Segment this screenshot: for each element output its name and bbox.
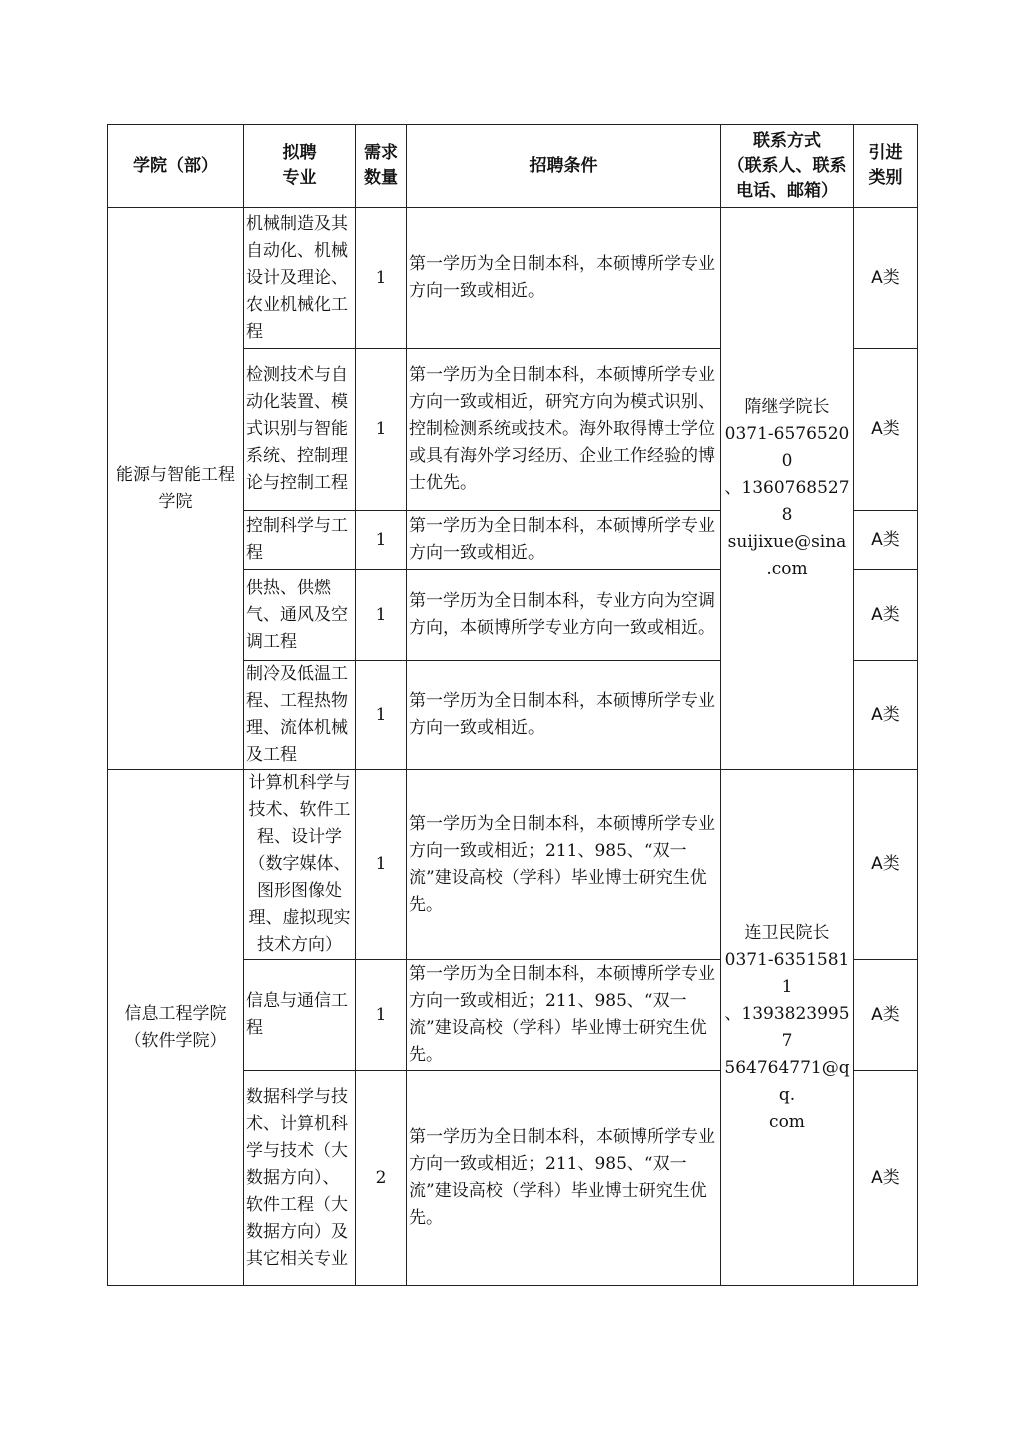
type-cell: A类 <box>854 770 918 960</box>
contact-phone: 、13607685278 <box>724 478 850 525</box>
count-cell: 1 <box>356 208 407 349</box>
type-cell: A类 <box>854 208 918 349</box>
count-cell: 1 <box>356 349 407 511</box>
contact-name: 连卫民院长 <box>744 922 830 943</box>
header-major: 拟聘 专业 <box>244 125 356 208</box>
college-cell: 能源与智能工程学院 <box>108 208 244 770</box>
major-cell: 信息与通信工程 <box>244 960 356 1071</box>
conditions-cell: 第一学历为全日制本科，本硕博所学专业方向一致或相近。 <box>407 511 721 570</box>
count-cell: 1 <box>356 661 407 770</box>
type-cell: A类 <box>854 511 918 570</box>
contact-cell <box>721 770 854 1286</box>
header-count: 需求 数量 <box>356 125 407 208</box>
recruitment-table <box>107 124 918 1286</box>
contact-phone: 、13938239957 <box>724 1003 850 1051</box>
major-cell: 计算机科学与技术、软件工程、设计学（数字媒体、图形图像处理、虚拟现实技术方向） <box>244 770 356 960</box>
conditions-cell: 第一学历为全日制本科，本硕博所学专业方向一致或相近；211、985、“双一流”建设高校（学科）毕业博士研究生优先。 <box>407 960 721 1071</box>
major-cell: 机械制造及其自动化、机械设计及理论、农业机械化工程 <box>244 208 356 349</box>
contact-email: com <box>769 1111 805 1132</box>
major-cell: 数据科学与技术、计算机科学与技术（大数据方向）、软件工程（大数据方向）及其它相关专业 <box>244 1071 356 1286</box>
conditions-cell: 第一学历为全日制本科，本硕博所学专业方向一致或相近，研究方向为模式识别、控制检测系统或技术。海外取得博士学位或具有海外学习经历、企业工作经验的博士优先。 <box>407 349 721 511</box>
type-cell: A类 <box>854 960 918 1071</box>
contact-email: suijixue@sina <box>727 532 847 552</box>
table-row <box>108 208 918 349</box>
table-row <box>108 770 918 960</box>
contact-phone: 0371-63515811 <box>724 949 850 997</box>
college-cell: 信息工程学院（软件学院） <box>108 770 244 1286</box>
major-cell: 控制科学与工程 <box>244 511 356 570</box>
count-cell: 2 <box>356 1071 407 1286</box>
type-cell: A类 <box>854 1071 918 1286</box>
type-cell: A类 <box>854 349 918 511</box>
major-cell: 供热、供燃气、通风及空调工程 <box>244 570 356 661</box>
conditions-cell: 第一学历为全日制本科，专业方向为空调方向，本硕博所学专业方向一致或相近。 <box>407 570 721 661</box>
header-conditions: 招聘条件 <box>407 125 721 208</box>
contact-email: 564764771@qq. <box>724 1057 850 1105</box>
count-cell: 1 <box>356 770 407 960</box>
header-contact: 联系方式 （联系人、联系 电话、邮箱） <box>721 125 854 208</box>
header-row <box>108 125 918 208</box>
contact-name: 隋继学院长 <box>744 397 830 417</box>
contact-phone: 0371-65765200 <box>724 424 850 471</box>
conditions-cell: 第一学历为全日制本科，本硕博所学专业方向一致或相近。 <box>407 661 721 770</box>
type-cell: A类 <box>854 661 918 770</box>
type-cell: A类 <box>854 570 918 661</box>
contact-cell <box>721 208 854 770</box>
conditions-cell: 第一学历为全日制本科，本硕博所学专业方向一致或相近；211、985、“双一流”建设高校（学科）毕业博士研究生优先。 <box>407 1071 721 1286</box>
major-cell: 制冷及低温工程、工程热物理、流体机械及工程 <box>244 661 356 770</box>
contact-email: .com <box>766 559 808 579</box>
count-cell: 1 <box>356 511 407 570</box>
conditions-cell: 第一学历为全日制本科，本硕博所学专业方向一致或相近。 <box>407 208 721 349</box>
count-cell: 1 <box>356 960 407 1071</box>
header-college: 学院（部） <box>108 125 244 208</box>
conditions-cell: 第一学历为全日制本科，本硕博所学专业方向一致或相近；211、985、“双一流”建设高校（学科）毕业博士研究生优先。 <box>407 770 721 960</box>
major-cell: 检测技术与自动化装置、模式识别与智能系统、控制理论与控制工程 <box>244 349 356 511</box>
header-type: 引进 类别 <box>854 125 918 208</box>
count-cell: 1 <box>356 570 407 661</box>
